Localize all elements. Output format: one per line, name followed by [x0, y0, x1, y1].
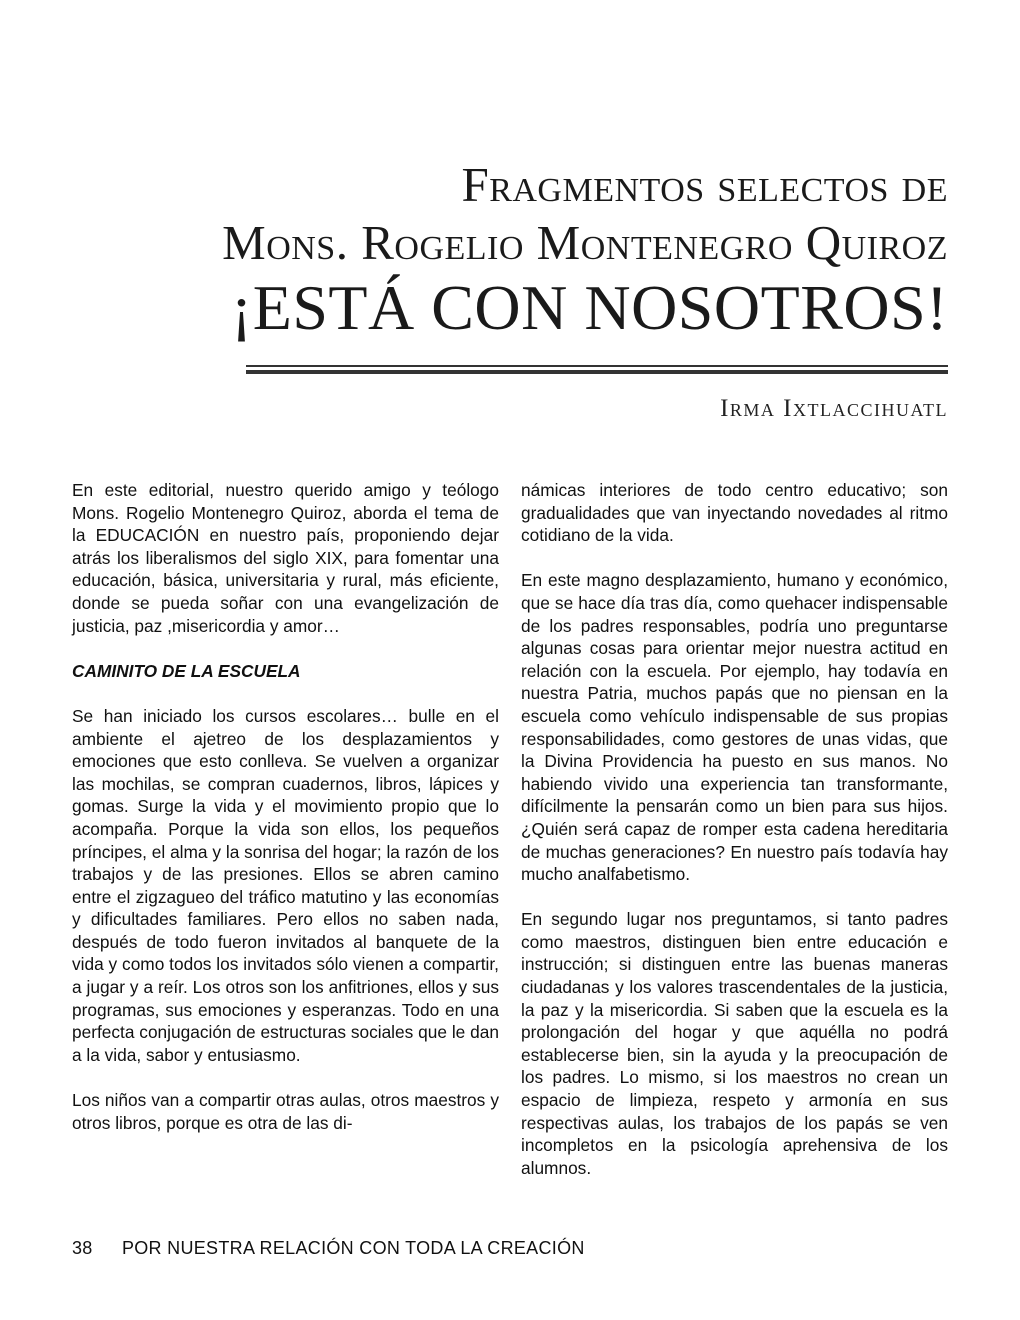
- article-title: [48, 156, 948, 344]
- title-divider-thick: [246, 370, 948, 374]
- right-column: [521, 479, 948, 1179]
- page-footer: [72, 1238, 585, 1259]
- body-paragraph: Se han iniciado los cursos escolares… bulle en el ambiente el ajetreo de los desplazamientos y emociones que esto conlleva. Se vuelven a organizar las mochilas, se compran cuadernos, libros, lápices y gomas. Surge la vida y el movimiento propio que lo acompaña. Porque la vida son ellos, los pequeños príncipes, el alma y la sonrisa del hogar; la razón de los trabajos y de las presiones. Ellos se abren camino entre el zigzagueo del tráfico matutino y las economías y dificultades familiares. Pero ellos no saben nada, después de todo fueron invitados al banquete de la vida y como todos los invitados sólo vienen a compartir, a jugar y a reír. Los otros son los anfitriones, ellos y sus programas, sus emociones y esperanzas. Todo en una perfecta conjugación de estructuras sociales que le dan a la vida, sabor y entusiasmo.: [72, 705, 499, 1065]
- body-paragraph: En este magno desplazamiento, humano y económico, que se hace día tras día, como quehacer indispensable de los padres responsables, podría uno preguntarse algunas cosas para orientar mejor nuestra actitud en relación con la escuela. Por ejemplo, hay todavía en nuestra Patria, muchos papás que no piensan en la escuela como vehículo indispensable de sus propias responsabilidades, como gestores de unas vidas, que la Divina Providencia ha puesto en sus manos. No habiendo vivido una experiencia tan transformante, difícilmente la pensarán como un bien para sus hijos. ¿Quién será capaz de romper esta cadena hereditaria de muchas generaciones? En nuestro país todavía hay mucho analfabetismo.: [521, 570, 948, 885]
- title-line-1: Fragmentos selectos de: [461, 157, 948, 212]
- page-number: 38: [72, 1238, 93, 1258]
- title-line-3: ¡ESTÁ CON NOSOTROS!: [230, 272, 948, 343]
- body-paragraph: En segundo lugar nos preguntamos, si tanto padres como maestros, distinguen bien entre educación e instrucción; si distinguen entre las buenas maneras ciudadanas y los valores trascendentales de la justicia, la paz y la misericordia. Si saben que la escuela es la prolongación del hogar y que aquélla no podrá establecerse bien, sin la ayuda y la preocupación de los padres. Lo mismo, si los maestros no crean un espacio de limpieza, respeto y armonía en sus respectivas aulas, los trabajos de los papás se ven incompletos en la psicología aprehensiva de los alumnos.: [521, 909, 948, 1178]
- body-paragraph: námicas interiores de todo centro educativo; son gradualidades que van inyectando novedades al ritmo cotidiano de la vida.: [521, 480, 948, 546]
- title-divider-thin: [246, 365, 948, 367]
- title-line-2: Mons. Rogelio Montenegro Quiroz: [222, 215, 948, 270]
- author-byline: Irma Ixtlaccihuatl: [720, 395, 948, 422]
- section-heading: CAMINITO DE LA ESCUELA: [72, 660, 301, 681]
- intro-paragraph: En este editorial, nuestro querido amigo y teólogo Mons. Rogelio Montenegro Quiroz, aborda el tema de la EDUCACIÓN en nuestro país, proponiendo dejar atrás los liberalismos del siglo XIX, para fomentar una educación, básica, universitaria y rural, más eficiente, donde se pueda soñar con una evangelización de justicia, paz ,misericordia y amor…: [72, 480, 499, 636]
- left-column: [72, 479, 499, 1134]
- footer-text: POR NUESTRA RELACIÓN CON TODA LA CREACIÓN: [121, 1238, 585, 1258]
- body-paragraph: Los niños van a compartir otras aulas, otros maestros y otros libros, porque es otra de las di-: [72, 1090, 499, 1133]
